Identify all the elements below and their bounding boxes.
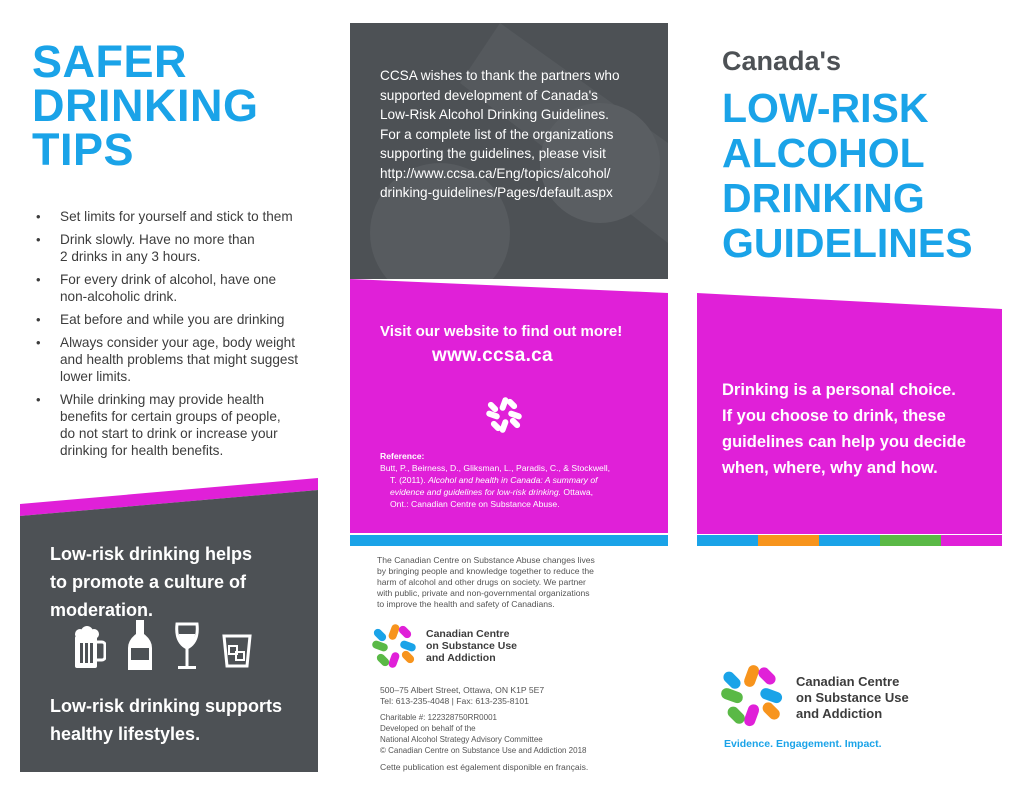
bullet: • bbox=[36, 272, 41, 287]
text-line: when, where, why and how. bbox=[722, 459, 938, 477]
address-block bbox=[380, 685, 640, 707]
ccsa-logo-text bbox=[426, 628, 517, 664]
text-line: to improve the health and safety of Canadians. bbox=[377, 599, 555, 609]
text-line: For a complete list of the organizations bbox=[380, 126, 614, 142]
beer-mug-icon bbox=[72, 626, 106, 675]
text-line: healthy lifestyles. bbox=[50, 724, 201, 744]
ccsa-star-icon bbox=[484, 395, 524, 435]
text-line: to promote a culture of bbox=[50, 572, 247, 592]
moderation-text bbox=[50, 540, 310, 624]
website-link[interactable]: www.ccsa.ca bbox=[432, 345, 553, 366]
drink-icons-row bbox=[72, 626, 272, 680]
tip-line: drinking for health benefits. bbox=[60, 443, 224, 458]
bottle-icon bbox=[128, 620, 152, 677]
french-availability-note: Cette publication est également disponible en français. bbox=[380, 762, 589, 772]
text-line: Low-Risk Alcohol Drinking Guidelines. bbox=[380, 107, 609, 122]
reference-year: T. (2011). bbox=[390, 475, 429, 485]
bullet: • bbox=[36, 209, 41, 224]
tip-line: benefits for certain groups of people, bbox=[60, 409, 281, 424]
text-line: Low-risk drinking helps bbox=[50, 544, 253, 564]
thanks-box bbox=[350, 23, 668, 279]
visit-website-text: Visit our website to find out more! bbox=[380, 323, 623, 340]
healthy-lifestyles-text bbox=[50, 692, 310, 748]
text-line: by bringing people and knowledge together to reduce the bbox=[377, 566, 594, 576]
title-line: DRINKING bbox=[722, 175, 925, 221]
reference-text bbox=[380, 450, 660, 510]
strip-segment-green bbox=[880, 535, 941, 546]
strip-segment-orange bbox=[758, 535, 819, 546]
tip-line: Always consider your age, body weight bbox=[60, 335, 295, 350]
copyright-line: © Canadian Centre on Substance Use and Addiction 2018 bbox=[380, 746, 587, 755]
title-line: TIPS bbox=[32, 124, 135, 175]
tip-item bbox=[36, 391, 316, 459]
phone-fax-line: Tel: 613-235-4048 | Fax: 613-235-8101 bbox=[380, 696, 529, 706]
about-ccsa-text bbox=[377, 555, 625, 610]
guidelines-url-line[interactable]: drinking-guidelines/Pages/default.aspx bbox=[380, 185, 613, 200]
website-box bbox=[350, 275, 668, 533]
bullet: • bbox=[36, 232, 41, 247]
charity-line: Charitable #: 122328750RR0001 bbox=[380, 713, 497, 722]
reference-line bbox=[380, 474, 660, 486]
canadas-heading: Canada's bbox=[722, 46, 841, 76]
color-strip bbox=[697, 535, 1002, 546]
title-line: DRINKING bbox=[32, 80, 259, 131]
text-line: with public, private and non-governmental organizations bbox=[377, 588, 590, 598]
strip-segment-blue bbox=[697, 535, 758, 546]
bullet: • bbox=[36, 392, 41, 407]
bullet: • bbox=[36, 312, 41, 327]
tip-line: Set limits for yourself and stick to them bbox=[60, 209, 293, 224]
tip-line: Eat before and while you are drinking bbox=[60, 312, 285, 327]
reference-title: evidence and guidelines for low-risk drinking. bbox=[390, 487, 562, 497]
moderation-box bbox=[20, 478, 318, 772]
tip-item bbox=[36, 231, 316, 265]
bullet: • bbox=[36, 335, 41, 350]
logo-line: on Substance Use bbox=[426, 640, 518, 652]
tagline: Evidence. Engagement. Impact. bbox=[724, 738, 882, 750]
strip-segment-magenta bbox=[941, 535, 1002, 546]
text-line: supporting the guidelines, please visit bbox=[380, 146, 606, 161]
tip-line: Drink slowly. Have no more than bbox=[60, 232, 255, 247]
text-line: Low-risk drinking supports bbox=[50, 696, 283, 716]
personal-choice-text bbox=[722, 377, 997, 481]
personal-choice-box bbox=[697, 293, 1002, 534]
safer-drinking-tips-title bbox=[32, 36, 312, 175]
title-line: LOW-RISK bbox=[722, 85, 929, 131]
tip-line: do not start to drink or increase your bbox=[60, 426, 278, 441]
tip-line: non-alcoholic drink. bbox=[60, 289, 178, 304]
ccsa-logo-text bbox=[796, 674, 909, 722]
title-line: SAFER bbox=[32, 36, 188, 87]
logo-line: Canadian Centre bbox=[426, 628, 510, 640]
reference-line: Ont.: Canadian Centre on Substance Abuse. bbox=[390, 499, 560, 509]
title-line: GUIDELINES bbox=[722, 220, 973, 266]
ccsa-logo-icon bbox=[370, 622, 420, 672]
text-line: The Canadian Centre on Substance Abuse changes lives bbox=[377, 555, 595, 565]
tip-line: lower limits. bbox=[60, 369, 131, 384]
ccsa-logo-large bbox=[718, 662, 948, 732]
tumbler-glass-icon bbox=[222, 634, 252, 673]
charity-block bbox=[380, 712, 640, 756]
text-line: moderation. bbox=[50, 600, 154, 620]
guidelines-url-line[interactable]: http://www.ccsa.ca/Eng/topics/alcohol/ bbox=[380, 165, 611, 181]
middle-blue-stripe bbox=[350, 535, 668, 546]
wine-glass-icon bbox=[174, 622, 200, 677]
tip-item bbox=[36, 311, 316, 328]
tip-line: and health problems that might suggest bbox=[60, 352, 299, 367]
reference-heading: Reference: bbox=[380, 451, 425, 461]
guidelines-title bbox=[722, 86, 1002, 266]
logo-line: Canadian Centre bbox=[796, 674, 900, 689]
text-line: supported development of Canada's bbox=[380, 87, 598, 103]
logo-line: and Addiction bbox=[426, 652, 496, 664]
reference-line: Butt, P., Beirness, D., Gliksman, L., Paradis, C., & Stockwell, bbox=[380, 463, 611, 473]
text-line: CCSA wishes to thank the partners who bbox=[380, 68, 620, 83]
charity-line: National Alcohol Strategy Advisory Committee bbox=[380, 735, 543, 744]
tip-item bbox=[36, 208, 316, 225]
tip-line: For every drink of alcohol, have one bbox=[60, 272, 277, 287]
title-line: ALCOHOL bbox=[722, 130, 925, 176]
tips-list bbox=[36, 208, 316, 465]
text-line: guidelines can help you decide bbox=[722, 433, 966, 451]
logo-line: on Substance Use bbox=[796, 690, 909, 705]
charity-line: Developed on behalf of the bbox=[380, 724, 476, 733]
tip-line: 2 drinks in any 3 hours. bbox=[60, 249, 201, 264]
left-panel bbox=[0, 0, 330, 791]
tip-line: While drinking may provide health bbox=[60, 392, 265, 407]
reference-line bbox=[380, 486, 660, 498]
ccsa-logo-icon bbox=[718, 662, 788, 732]
strip-segment-blue bbox=[819, 535, 880, 546]
tip-item bbox=[36, 271, 316, 305]
text-line: If you choose to drink, these bbox=[722, 407, 946, 425]
logo-line: and Addiction bbox=[796, 706, 883, 721]
reference-place: Ottawa, bbox=[561, 487, 594, 497]
thanks-text bbox=[380, 66, 650, 203]
tip-item bbox=[36, 334, 316, 385]
text-line: Drinking is a personal choice. bbox=[722, 381, 956, 399]
reference-title: Alcohol and health in Canada: A summary of bbox=[428, 475, 598, 485]
text-line: harm of alcohol and other drugs on society. We partner bbox=[377, 577, 586, 587]
ccsa-logo-small bbox=[370, 622, 570, 672]
address-line: 500–75 Albert Street, Ottawa, ON K1P 5E7 bbox=[380, 685, 545, 695]
